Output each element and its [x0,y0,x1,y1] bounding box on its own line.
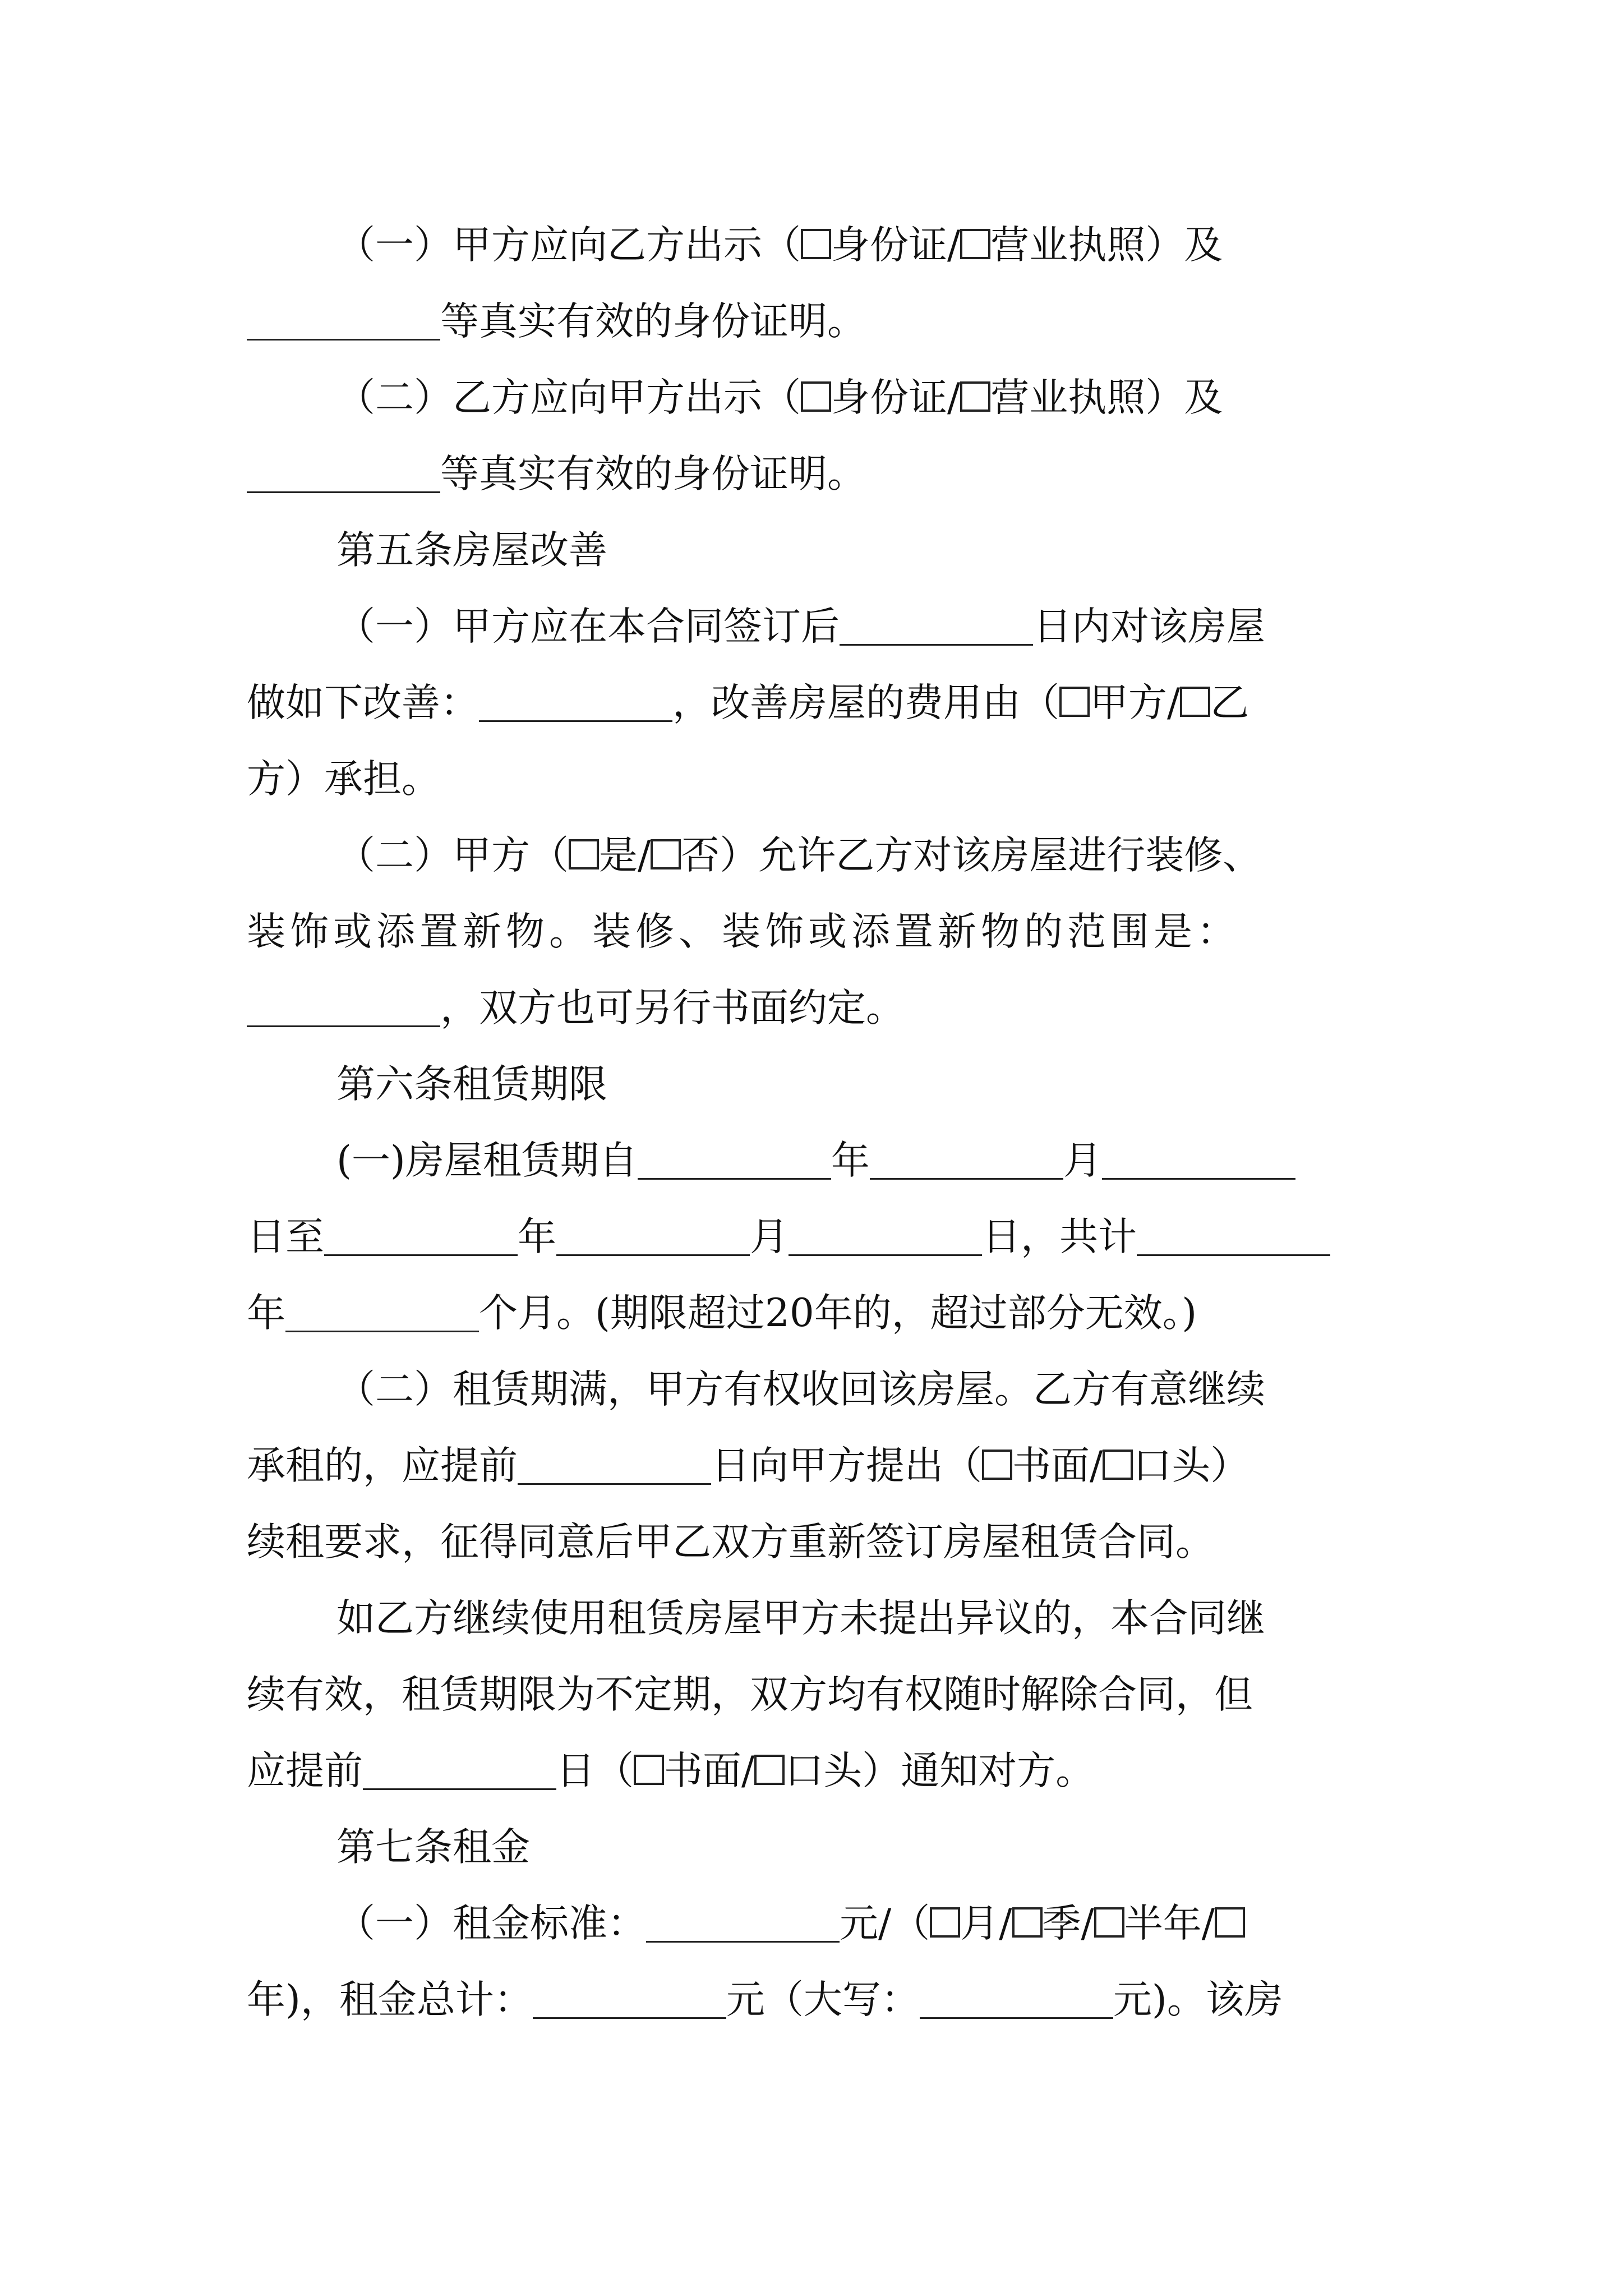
text-span [247,1435,1249,1497]
text-line [0,596,1623,657]
text-line [0,1664,1623,1726]
text-run: 第五条房屋改善 [336,528,607,573]
text-run: 月 [1063,1138,1102,1183]
text-run: 等真实有效的身份证明。 [440,452,866,496]
text-span [247,672,1249,734]
text-run: (一)房屋租赁期自 [336,1138,638,1183]
text-line [0,214,1623,276]
text-line [0,1130,1623,1191]
checkbox-icon [569,839,599,869]
checkbox-icon [801,381,831,412]
text-run: 日，共计 [982,1214,1137,1259]
fill-in-blank [518,1435,711,1485]
text-line [0,748,1623,810]
text-run: 口头）通知对方。 [785,1749,1095,1793]
text-run: 年 [831,1138,870,1183]
checkbox-icon [1012,1907,1043,1938]
text-span [247,1206,1330,1268]
fill-in-blank [1102,1130,1295,1180]
text-run: 月/ [960,1901,1012,1946]
text-run: 应提前 [247,1749,363,1793]
text-span [247,443,866,505]
text-run: 年)，租金总计： [247,1977,533,2022]
text-run: ，双方也可另行书面约定。 [440,986,905,1030]
section-heading [0,519,1623,581]
text-run: 半年/ [1124,1901,1215,1946]
text-run: 等真实有效的身份证明。 [440,299,866,344]
text-line [0,1435,1623,1497]
fill-in-blank [556,1206,750,1256]
text-line [0,1511,1623,1573]
text-run: 口头） [1133,1443,1249,1488]
fill-in-blank [533,1969,726,2019]
section-heading [0,1816,1623,1878]
text-run: 元/（ [840,1901,930,1946]
text-run: 做如下改善： [247,680,479,725]
text-run: 年 [518,1214,556,1259]
text-line [0,1588,1623,1649]
text-span [336,596,1265,657]
text-span [336,1130,1295,1191]
text-run: 个月。(期限超过20年的，超过部分无效。) [479,1291,1197,1336]
text-run: 日内对该房屋 [1033,604,1265,649]
checkbox-icon [1180,687,1210,717]
fill-in-blank [920,1969,1113,2019]
checkbox-icon [982,1450,1012,1480]
text-span [247,1740,1094,1802]
text-span [336,214,1223,276]
text-run: （一）甲方应向乙方出示（ [336,223,801,268]
text-run: 第七条租金 [336,1825,530,1870]
text-run: 年 [247,1291,285,1336]
checkbox-icon [1103,1450,1133,1480]
text-run: 续租要求，征得同意后甲乙双方重新签订房屋租赁合同。 [247,1520,1214,1565]
text-span [247,291,866,352]
text-span [247,1282,1197,1344]
checkbox-icon [960,381,990,412]
text-line [0,901,1623,963]
text-run: 日向甲方提出（ [711,1443,982,1488]
text-run: 续有效，租赁期限为不定期，双方均有权随时解除合同，但 [247,1672,1253,1717]
text-run: 甲方/ [1090,680,1181,725]
text-line [0,825,1623,886]
text-run: （二）租赁期满，甲方有权收回该房屋。乙方有意继续 [336,1367,1265,1412]
text-run: 季/ [1042,1901,1094,1946]
fill-in-blank [1137,1206,1330,1256]
fill-in-blank [638,1130,831,1180]
fill-in-blank [285,1282,479,1332]
checkbox-icon [960,229,990,259]
text-run: 书面/ [664,1749,755,1793]
fill-in-blank [247,443,440,493]
text-run: 乙 [1210,680,1249,725]
text-span [247,977,905,1039]
text-line [0,291,1623,352]
checkbox-icon [1215,1907,1245,1938]
text-run: 否）允许乙方对该房屋进行装修、 [681,833,1262,878]
text-line [0,1969,1623,2031]
text-run: 承租的，应提前 [247,1443,518,1488]
text-run: （二）甲方（ [336,833,569,878]
fill-in-blank [479,672,672,722]
text-run: 身份证/ [831,223,961,268]
text-line [0,1282,1623,1344]
text-run: 书面/ [1012,1443,1103,1488]
text-span [336,825,1261,886]
fill-in-blank [363,1740,556,1790]
text-run: 营业执照）及 [990,223,1223,268]
text-run: 元)。该房 [1113,1977,1283,2022]
text-run: 身份证/ [831,375,961,420]
checkbox-icon [1059,687,1090,717]
text-run: ，改善房屋的费用由（ [672,680,1059,725]
checkbox-icon [1094,1907,1124,1938]
text-line [0,367,1623,429]
text-line [0,1206,1623,1268]
text-run: （一）租金标准： [336,1901,646,1946]
text-run: 如乙方继续使用租赁房屋甲方未提出异议的，本合同继 [336,1596,1265,1641]
text-line [0,977,1623,1039]
section-heading [0,1053,1623,1115]
text-run: 日（ [556,1749,634,1793]
text-run: 月 [750,1214,789,1259]
fill-in-blank [324,1206,518,1256]
checkbox-icon [801,229,831,259]
checkbox-icon [634,1755,664,1785]
text-line [0,1740,1623,1802]
text-line [0,672,1623,734]
fill-in-blank [646,1893,840,1943]
checkbox-icon [651,839,681,869]
text-run: （一）甲方应在本合同签订后 [336,604,840,649]
fill-in-blank [840,596,1033,646]
checkbox-icon [930,1907,960,1938]
fill-in-blank [247,977,440,1027]
text-line [0,1359,1623,1420]
text-span [247,1969,1283,2031]
fill-in-blank [870,1130,1063,1180]
text-run: 日至 [247,1214,324,1259]
text-span [336,367,1223,429]
text-line [0,1893,1623,1954]
text-line [0,443,1623,505]
checkbox-icon [754,1755,785,1785]
text-span [336,1893,1245,1954]
text-run: 元（大写： [726,1977,920,2022]
text-run: 营业执照）及 [990,375,1223,420]
text-run: 方）承担。 [247,757,440,802]
fill-in-blank [247,291,440,341]
text-run: 装饰或添置新物。装修、装饰或添置新物的范围是： [247,909,1240,954]
fill-in-blank [789,1206,982,1256]
text-run: 是/ [599,833,651,878]
text-run: （二）乙方应向甲方出示（ [336,375,801,420]
text-run: 第六条租赁期限 [336,1062,607,1107]
